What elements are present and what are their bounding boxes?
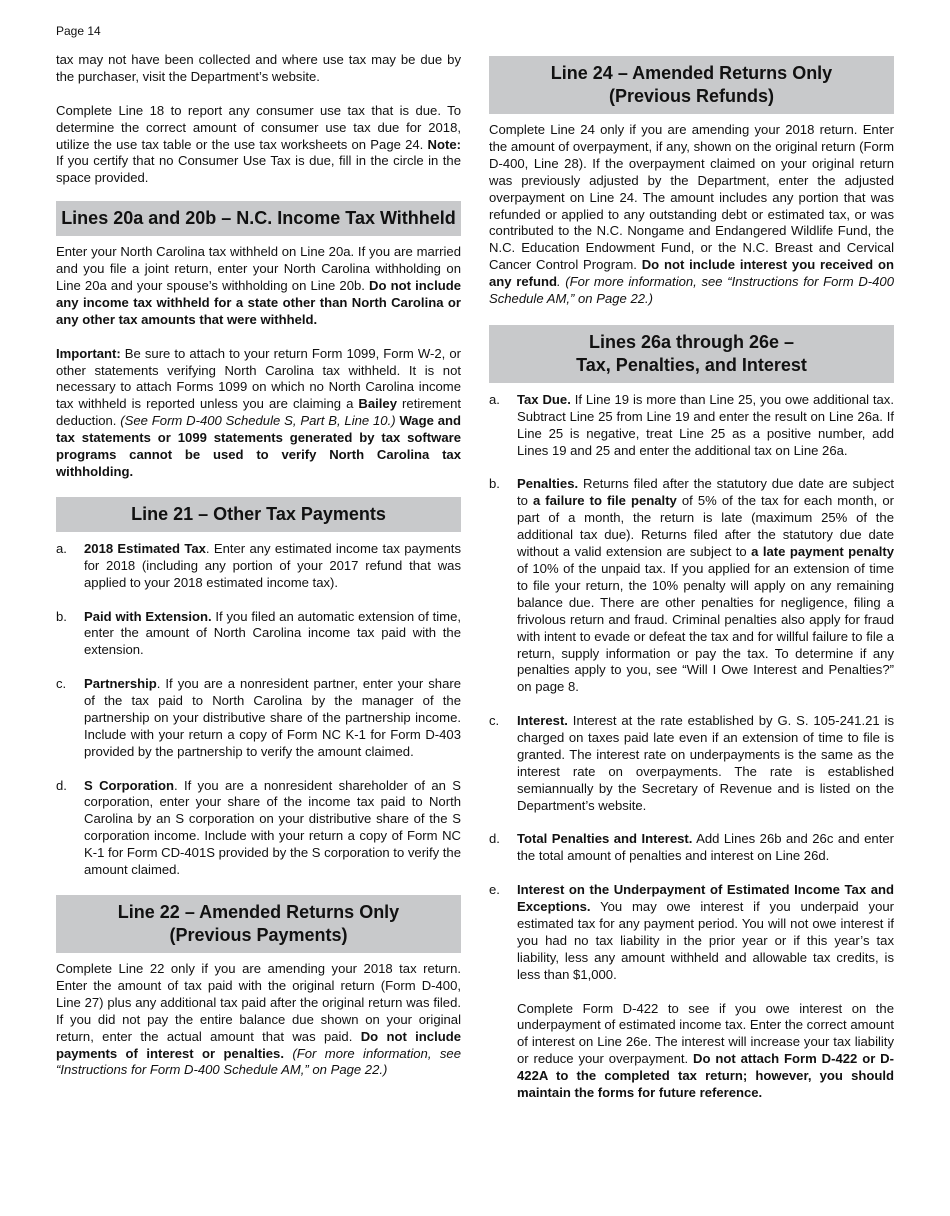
list-item-26c: c. Interest. Interest at the rate established by G. S. 105-241.21 is charged on taxes paid late even if an extension of time to file is granted. The interest rate on underpayments is the same as the interest rate on overpayments. The rate is established semiannually by the Secretary of Revenue and is listed on the Department’s website. [489, 713, 894, 813]
heading-line-24: Line 24 – Amended Returns Only (Previous Refunds) [489, 56, 894, 114]
left-column [56, 52, 461, 1079]
right-column [489, 56, 894, 1102]
paragraph-use-tax-intro: tax may not have been collected and where use tax may be due by the purchaser, visit the Department’s website. [56, 52, 461, 84]
heading-lines-26a-26e: Lines 26a through 26e – Tax, Penalties, and Interest [489, 325, 894, 383]
paragraph-important: Important: Be sure to attach to your return Form 1099, Form W-2, or other statements verifying North Carolina tax withheld. It is not necessary to attach Forms 1099 on which no North Carolina income tax withheld is reported unless you are claiming a Bailey retirement deduction. (See Form D-400 Schedule S, Part B, Line 10.) Wage and tax statements or 1099 statements generated by tax software programs cannot be used to verify North Carolina tax withholding. [56, 345, 461, 479]
paragraph-line-24: Complete Line 24 only if you are amending your 2018 return. Enter the amount of overpayment, if any, shown on the original return (Form D-400, Line 28). If the overpayment claimed on your original return was previously adjusted by the Department, enter the adjusted overpayment on Line 24. The amount includes any portion that was refunded or applied to any outstanding debt or estimated tax, or was contributed to the N.C. Nongame and Endangered Wildlife Fund, the N.C. Education Endowment Fund, or the N.C. Breast and Cervical Cancer Control Program. Do not include interest you received on any refund. (For more information, see “Instructions for Form D-400 Schedule AM,” on Page 22.) [489, 122, 894, 307]
list-item-26e: e. Interest on the Underpayment of Estimated Income Tax and Exceptions. You may owe interest if you underpaid your estimated tax for any payment period. You will not owe interest if you had no tax liability in the prior year or if this year’s tax liability, less any amount withheld and allowable tax credits, is less than $1,000. [489, 882, 894, 982]
paragraph-line-18: Complete Line 18 to report any consumer use tax that is due. To determine the correct amount of consumer use tax due for 2018, utilize the use tax table or the use tax worksheets on Page 24. Note: If you certify that no Consumer Use Tax is due, fill in the circle in the space provided. [56, 102, 461, 186]
list-item-26b: b. Penalties. Returns filed after the statutory due date are subject to a failure to file penalty of 5% of the tax for each month, or part of a month, the return is late (maximum 25% of the additional tax due). Returns filed after the statutory due date without a valid extension are subject to a late payment penalty of 10% of the unpaid tax. If you applied for an extension of time to file your return, the 10% penalty will apply on any remaining balance due. There are other penalties for negligence, filing a frivolous return and fraud. Criminal penalties also apply for fraud with intent to evade or defeat the tax and for willful failure to file a return, supply information or pay the tax. To determine if any penalties apply to you, see “Will I Owe Interest and Penalties?” on page 8. [489, 476, 895, 695]
list-item-21d: d. S Corporation. If you are a nonresident shareholder of an S corporation, enter your share of the income tax paid to North Carolina by an S corporation on your distributive share of the S corporation income. Include with your return a copy of Form NC K-1 for Form CD-401S provided by the S corporation to verify the amount claimed. [56, 777, 461, 878]
page-number: Page 14 [56, 24, 101, 38]
list-item-21a: a. 2018 Estimated Tax. Enter any estimated income tax payments for 2018 (including any portion of your 2017 refund that was applied to your 2018 estimated income tax). [56, 540, 461, 590]
list-item-21c: c. Partnership. If you are a nonresident partner, enter your share of the tax paid to North Carolina by the manager of the partnership on your distributive share of the partnership income. Include with your return a copy of Form NC K-1 for Form D-403 provided by the partnership to verify the amount claimed. [56, 676, 461, 759]
paragraph-line-20: Enter your North Carolina tax withheld on Line 20a. If you are married and you file a joint return, enter your North Carolina withholding on Line 20a and your spouse’s withholding on Line 20b. Do not include any income tax withheld for a state other than North Carolina or any other tax amounts that were withheld. [56, 244, 461, 327]
list-item-26e-continued: Complete Form D-422 to see if you owe interest on the underpayment of estimated income tax. Enter the correct amount of interest on Line 26e. The interest will increase your tax liability or reduce your overpayment. Do not attach Form D-422 or D-422A to the completed tax return; however, you should maintain the forms for future reference. [517, 1000, 895, 1101]
list-item-26a: a. Tax Due. If Line 19 is more than Line 25, you owe additional tax. Subtract Line 25 from Line 19 and enter the result on Line 26a. If Line 25 is negative, treat Line 25 as a positive number, add Lines 19 and 25 and enter the additional tax on Line 26a. [489, 391, 894, 458]
list-item-26d: d. Total Penalties and Interest. Add Lines 26b and 26c and enter the total amount of penalties and interest on Line 26d. [489, 831, 894, 864]
heading-line-22: Line 22 – Amended Returns Only (Previous Payments) [56, 895, 461, 953]
heading-line-21: Line 21 – Other Tax Payments [56, 497, 461, 532]
list-item-21b: b. Paid with Extension. If you filed an automatic extension of time, enter the amount of North Carolina income tax paid with the extension. [56, 608, 461, 658]
heading-lines-20a-20b: Lines 20a and 20b – N.C. Income Tax Withheld [56, 201, 461, 236]
paragraph-line-22: Complete Line 22 only if you are amending your 2018 tax return. Enter the amount of tax paid with the original return (Form D-400, Line 27) plus any additional tax paid after the original return was filed. If you did not pay the entire balance due shown on your original return, enter the actual amount that was paid. Do not include payments of interest or penalties. (For more information, see “Instructions for Form D-400 Schedule AM,” on Page 22.) [56, 960, 461, 1078]
